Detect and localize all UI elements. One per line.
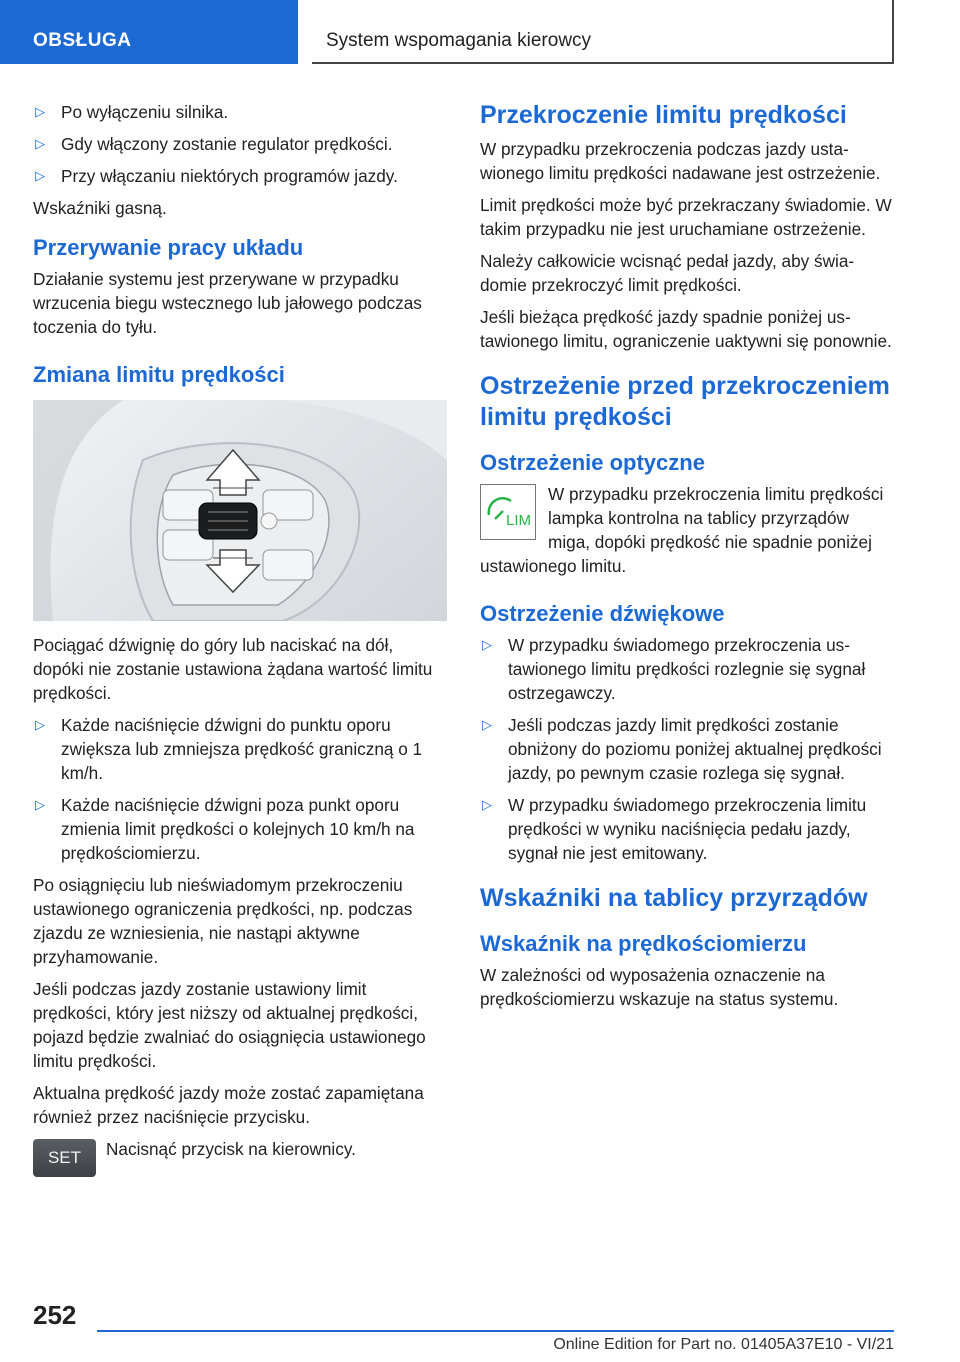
heading-acoustic-warning: Ostrzeżenie dźwiękowe (480, 601, 725, 626)
heading-interrupt: Przerywanie pracy układu (33, 235, 304, 260)
header-section-tab: OBSŁUGA (0, 0, 298, 64)
paragraph: Wskaźniki gasną. (33, 198, 167, 218)
left-column (33, 100, 447, 1197)
heading-optical-warning: Ostrzeżenie optyczne (480, 450, 705, 475)
lim-indicator-icon (480, 484, 536, 540)
bullet-list-acoustic (480, 633, 894, 865)
list-item: ▷ W przypadku świadomego przekroczenia ustawionego limitu prędkości rozlegnie się sygnał ostrzegawczy. (480, 633, 894, 705)
paragraph: Działanie systemu jest przerywane w przypadku wrzucenia biegu wstecznego lub jałowego podczas toczenia do tyłu. (33, 269, 422, 337)
paragraph: W zależności od wyposażenia oznaczenie na prędkościomierzu wskazuje na status systemu. (480, 965, 839, 1009)
footer-divider (97, 1330, 894, 1332)
set-button-icon: SET (33, 1139, 96, 1177)
heading-warning-before-exceed: Ostrzeżenie przed przekroczeniem limitu prędkości (480, 372, 890, 431)
list-item: ▷ Każde naciśnięcie dźwigni do punktu oporu zwiększa lub zmniejsza prędkość graniczną o 1 km/h. (33, 713, 447, 785)
lim-label: LIM (506, 512, 532, 529)
paragraph: Pociągać dźwignię do góry lub naciskać na dół, dopóki nie zostanie ustawiona żądana wartość limitu prędkości. (33, 635, 433, 703)
bullet-list-conditions (33, 100, 447, 188)
paragraph: Limit prędkości może być przekraczany świadomie. W takim przypadku nie jest uruchamiane ostrzeżenie. (480, 195, 892, 239)
lim-indicator-row (480, 482, 894, 578)
right-column (480, 100, 894, 1019)
list-item: ▷ Przy włączaniu niektórych programów jazdy. (33, 164, 447, 188)
header-chapter-title: System wspomagania kierowcy (312, 0, 894, 64)
paragraph: W przypadku przekroczenia limitu prędkości lampka kontrolna na tablicy przyrządów miga, dopóki prędkość nie spadnie poniżej ustawionego limitu. (480, 484, 884, 576)
heading-instrument-indicators: Wskaźniki na tablicy przyrządów (480, 884, 868, 912)
list-item: ▷ Każde naciśnięcie dźwigni poza punkt oporu zmienia limit prędkości o kolejnych 10 km/h na prędkościomierzu. (33, 793, 447, 865)
paragraph: W przypadku przekroczenia podczas jazdy ustawionego limitu prędkości nadawane jest ostrzeżenie. (480, 139, 881, 183)
paragraph: Jeśli podczas jazdy zostanie ustawiony limit prędkości, który jest niższy od aktualnej prędkości, pojazd będzie zwalniać do osiągnięcia ustawionego limitu prędkości. (33, 979, 426, 1071)
paragraph: Po osiągnięciu lub nieświadomym przekroczeniu ustawionego ograniczenia prędkości, np. podczas zjazdu ze wzniesienia, nie nastąpi aktywne przyhamowanie. (33, 875, 413, 967)
list-item: ▷ Jeśli podczas jazdy limit prędkości zostanie obniżony do poziomu poniżej aktualnej prędkości jazdy, po pewnym czasie rozlega się sygnał. (480, 713, 894, 785)
paragraph: Należy całkowicie wcisnąć pedał jazdy, aby świadomie przekroczyć limit prędkości. (480, 251, 855, 295)
paragraph: Jeśli bieżąca prędkość jazdy spadnie poniżej ustawionego limitu, ograniczenie uaktywni się ponownie. (480, 307, 892, 351)
list-item: ▷ Po wyłączeniu silnika. (33, 100, 447, 124)
steering-wheel-lever-image (33, 400, 447, 621)
paragraph: Nacisnąć przycisk na kierownicy. (106, 1139, 356, 1159)
steering-lever-illustration (33, 400, 447, 621)
footer-edition: Online Edition for Part no. 01405A37E10 - VI/21 (553, 1336, 894, 1353)
list-item: ▷ W przypadku świadomego przekroczenia limitu prędkości w wyniku naciśnięcia pedału jazdy, sygnał nie jest emitowany. (480, 793, 894, 865)
set-button-row (33, 1137, 447, 1189)
heading-exceed-limit: Przekroczenie limitu prędkości (480, 101, 847, 129)
paragraph: Aktualna prędkość jazdy może zostać zapamiętana również przez naciśnięcie przycisku. (33, 1083, 424, 1127)
list-item: ▷ Gdy włączony zostanie regulator prędkości. (33, 132, 447, 156)
heading-change-limit: Zmiana limitu prędkości (33, 362, 285, 387)
heading-speedometer-indicator: Wskaźnik na prędkościomierzu (480, 931, 807, 956)
page-number: 252 (33, 1300, 77, 1330)
bullet-list-lever (33, 713, 447, 865)
